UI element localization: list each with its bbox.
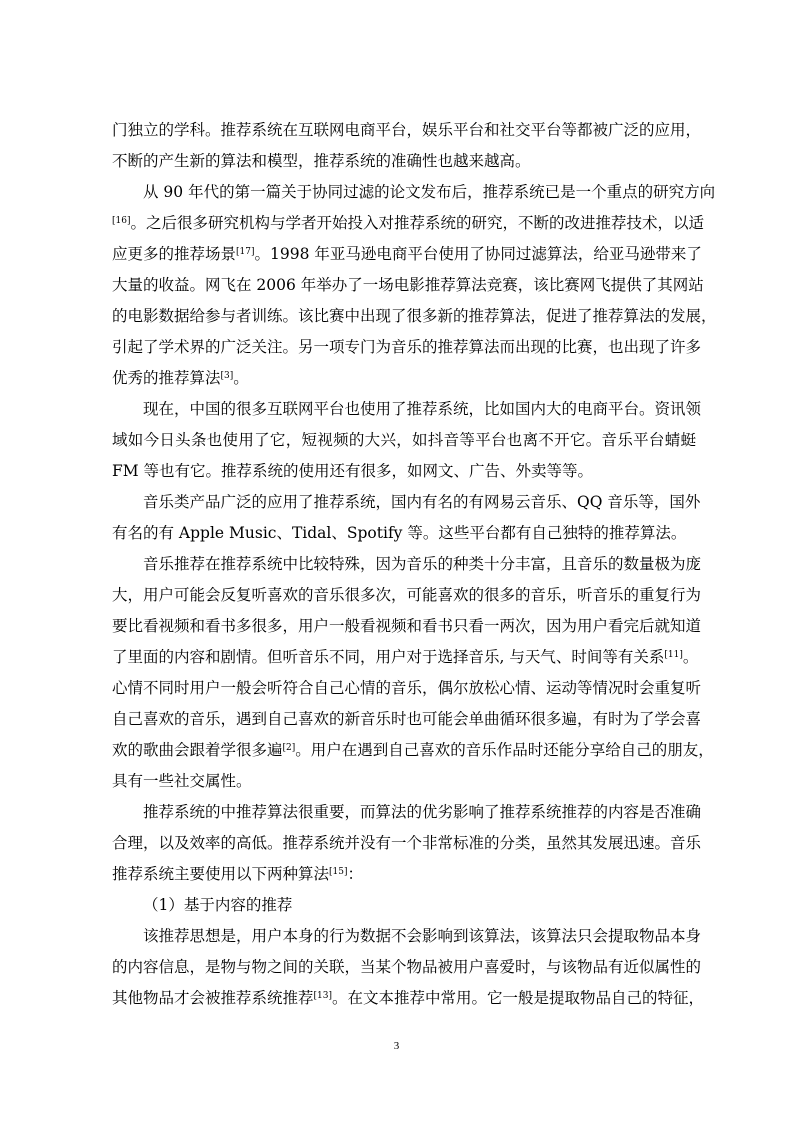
text-line: 的内容信息，是物与物之间的关联，当某个物品被用户喜爱时，与该物品有近似属性的 <box>112 958 702 976</box>
citation: [13] <box>313 991 332 1001</box>
citation: [3] <box>220 371 234 381</box>
section-heading: （1）基于内容的推荐 <box>143 896 293 914</box>
citation: [11] <box>664 650 683 660</box>
citation: [17] <box>236 247 255 257</box>
text-line: 自己喜欢的音乐，遇到自己喜欢的新音乐时也可能会单曲循环很多遍，有时为了学会喜 <box>112 710 702 728</box>
text-line: 音乐类产品广泛的应用了推荐系统，国内有名的有网易云音乐、QQ 音乐等，国外 <box>143 493 701 511</box>
text-line: 域如今日头条也使用了它，短视频的大兴，如抖音等平台也离不开它。音乐平台蜻蜓 <box>112 431 696 449</box>
text-line: 不断的产生新的算法和模型，推荐系统的准确性也越来越高。 <box>112 152 531 170</box>
text-line: FM 等也有它。推荐系统的使用还有很多，如网文、广告、外卖等等。 <box>112 462 594 480</box>
text-line: 音乐推荐在推荐系统中比较特殊，因为音乐的种类十分丰富，且音乐的数量极为庞 <box>143 555 702 573</box>
citation: [15] <box>329 867 348 877</box>
text-line: 推荐系统的中推荐算法很重要，而算法的优劣影响了推荐系统推荐的内容是否准确 <box>143 803 702 821</box>
text-line: 大，用户可能会反复听喜欢的音乐很多次，可能喜欢的很多的音乐，听音乐的重复行为 <box>112 586 702 604</box>
text-line: 引起了学术界的广泛关注。另一项专门为音乐的推荐算法而出现的比赛，也出现了许多 <box>112 338 702 356</box>
text-line: 大量的收益。网飞在 2006 年举办了一场电影推荐算法竞赛，该比赛网飞提供了其网站 <box>112 276 704 294</box>
text-line: 推荐系统主要使用以下两种算法[15]： <box>112 865 364 883</box>
citation: [16] <box>112 216 131 226</box>
text-line: 优秀的推荐算法[3]。 <box>112 369 249 387</box>
text-line: 具有一些社交属性。 <box>112 772 252 790</box>
text-line: [16]。之后很多研究机构与学者开始投入对推荐系统的研究，不断的改进推荐技术，以适 <box>112 214 704 232</box>
text-line: 心情不同时用户一般会听符合自己心情的音乐，偶尔放松心情、运动等情况时会重复听 <box>112 679 702 697</box>
text-line: 合理，以及效率的高低。推荐系统并没有一个非常标准的分类，虽然其发展迅速。音乐 <box>112 834 702 852</box>
text-line: 有名的有 Apple Music、Tidal、Spotify 等。这些平台都有自己独特的推荐算法。 <box>112 524 687 542</box>
text-line: 要比看视频和看书多很多，用户一般看视频和看书只看一两次，因为用户看完后就知道 <box>112 617 702 635</box>
text-line: 现在，中国的很多互联网平台也使用了推荐系统，比如国内大的电商平台。资讯领 <box>143 400 702 418</box>
text-line: 的电影数据给参与者训练。该比赛中出现了很多新的推荐算法，促进了推荐算法的发展， <box>112 307 717 325</box>
citation: [2] <box>282 743 296 753</box>
text-line: 从 90 年代的第一篇关于协同过滤的论文发布后，推荐系统已是一个重点的研究方向 <box>143 183 716 201</box>
text-line: 欢的歌曲会跟着学很多遍[2]。用户在遇到自己喜欢的音乐作品时还能分享给自己的朋友， <box>112 741 714 759</box>
text-line: 了里面的内容和剧情。但听音乐不同，用户对于选择音乐, 与天气、时间等有关系[11]。 <box>112 648 699 666</box>
text-line: 应更多的推荐场景[17]。1998 年亚马逊电商平台使用了协同过滤算法，给亚马逊带来了 <box>112 245 702 263</box>
text-line: 其他物品才会被推荐系统推荐[13]。在文本推荐中常用。它一般是提取物品自己的特征， <box>112 989 705 1007</box>
page-number: 3 <box>393 1040 400 1052</box>
text-line: 门独立的学科。推荐系统在互联网电商平台，娱乐平台和社交平台等都被广泛的应用， <box>112 121 702 139</box>
text-line: 该推荐思想是，用户本身的行为数据不会影响到该算法，该算法只会提取物品本身 <box>143 927 702 945</box>
